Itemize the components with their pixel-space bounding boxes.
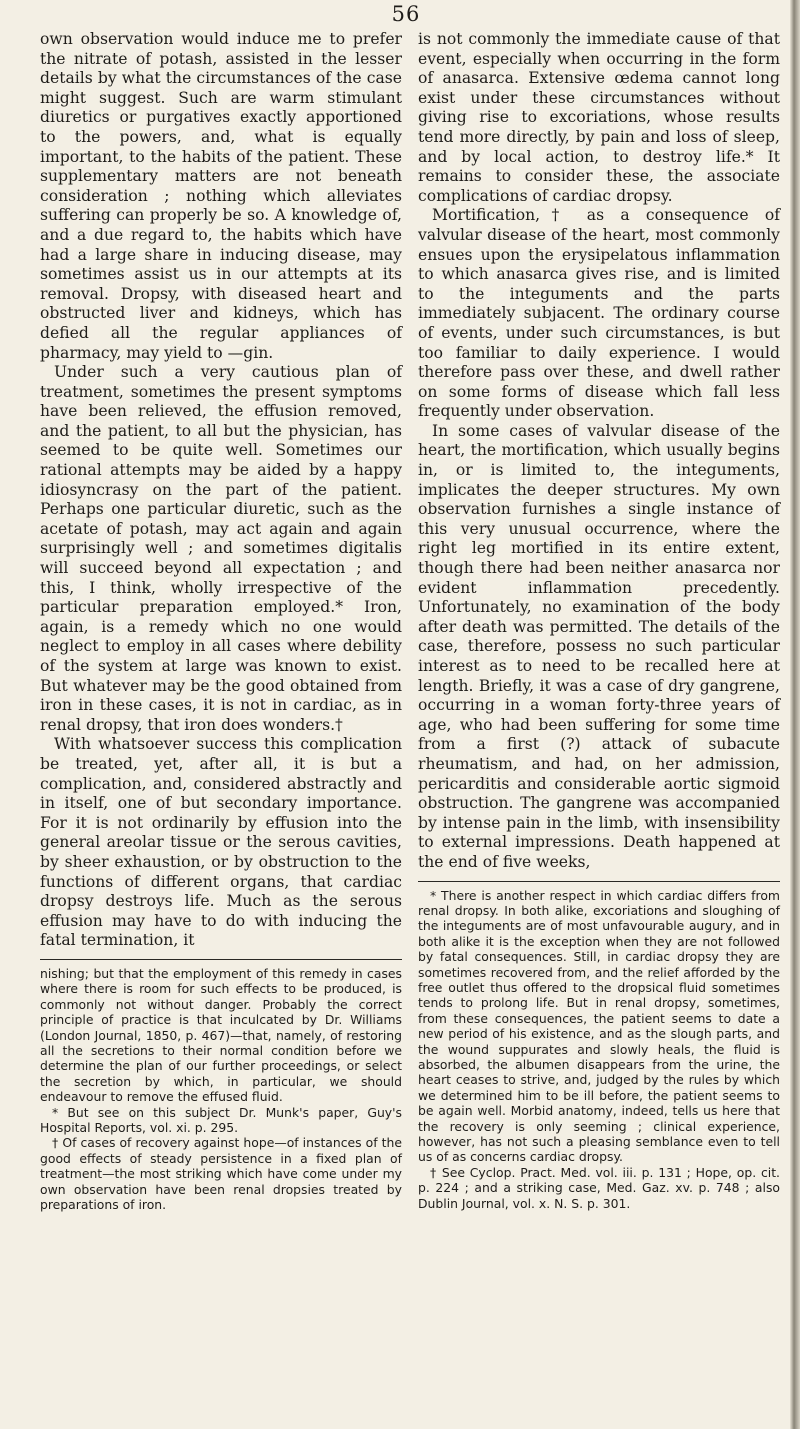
body-paragraph: Mortification,† as a consequence of valvular disease of the heart, most commonly ensues upon the erysipelatous inflammation to which anasarca gives rise, and is limited to the integuments and the parts immediately subjacent. The ordinary course of events, under such circumstances, is but too familiar to daily experience. I would therefore pass over these, and dwell rather on some forms of disease which fall less frequently under observation. [418, 206, 780, 421]
right-footnotes [418, 888, 780, 1212]
right-column [418, 30, 780, 1211]
page-number: 56 [391, 2, 421, 26]
footnote-divider [40, 959, 402, 960]
page-edge-shadow [790, 0, 800, 1429]
body-paragraph: Under such a very cautious plan of treatment, sometimes the present symptoms have been relieved, the effusion removed, and the patient, to all but the physician, has seemed to be quite well. Sometimes our rational attempts may be aided by a happy idiosyncrasy on the part of the patient. Perhaps one particular diuretic, such as the acetate of potash, may act again and again surprisingly well ; and sometimes digitalis will succeed beyond all expectation ; and this, I think, wholly irrespective of the particular preparation employed.* Iron, again, is a remedy which no one would neglect to employ in all cases where debility of the system at large was known to exist. But whatever may be the good obtained from iron in these cases, it is not in cardiac, as in renal dropsy, that iron does wonders.† [40, 363, 402, 734]
body-paragraph: own observation would induce me to prefer the nitrate of potash, assisted in the lesser details by what the circumstances of the case might suggest. Such are warm stimulant diuretics or purgatives exactly apportioned to the powers, and, what is equally important, to the habits of the patient. These supplementary matters are not beneath consideration ; nothing which alleviates suffering can properly be so. A knowledge of, and a due regard to, the habits which have had a large share in inducing disease, may sometimes assist us in our attempts at its removal. Dropsy, with diseased heart and obstructed liver and kidneys, which has defied all the regular appliances of pharmacy, may yield to —gin. [40, 30, 402, 362]
footnote: † See Cyclop. Pract. Med. vol. iii. p. 131 ; Hope, op. cit. p. 224 ; and a striking case, Med. Gaz. xv. p. 748 ; also Dublin Journal, vol. x. N. S. p. 301. [418, 1164, 780, 1211]
body-paragraph: In some cases of valvular disease of the heart, the mortification, which usually begins in, or is limited to, the integuments, implicates the deeper structures. My own observation furnishes a single instance of this very unusual occurrence, where the right leg mortified in its entire extent, though there had been neither anasarca nor evident inflammation precedently. Unfortunately, no examination of the body after death was permitted. The details of the case, therefore, possess no such particular interest as to need to be recalled here at length. Briefly, it was a case of dry gangrene, occurring in a woman forty-three years of age, who had been suffering for some time from a first (?) attack of subacute rheumatism, and had, on her admission, pericarditis and considerable aortic sigmoid obstruction. The gangrene was accompanied by intense pain in the limb, with insensibility to external impressions. Death happened at the end of five weeks, [418, 421, 780, 871]
body-paragraph: is not commonly the immediate cause of that event, especially when occurring in the form of anasarca. Extensive œdema cannot long exist under these circumstances without giving rise to excoriations, whose results tend more directly, by pain and loss of sleep, and by local action, to destroy life.* It remains to consider these, the associate complications of cardiac dropsy. [418, 30, 780, 205]
body-paragraph: With whatsoever success this complication be treated, yet, after all, it is but a complication, and, considered abstractly and in itself, one of but secondary importance. For it is not ordinarily by effusion into the general areolar tissue or the serous cavities, by sheer exhaustion, or by obstruction to the functions of different organs, that cardiac dropsy destroys life. Much as the serous effusion may have to do with inducing the fatal termination, it [40, 735, 402, 950]
footnote: * There is another respect in which cardiac differs from renal dropsy. In both alike, excoriations and sloughing of the integuments are of most unfavourable augury, and in both alike it is the exception when they are not followed by fatal consequences. Still, in cardiac dropsy they are sometimes recovered from, and the relief afforded by the free outlet thus offered to the dropsical fluid sometimes tends to prolong life. But in renal dropsy, sometimes, from these consequences, the patient seems to date a new period of his existence, and as the slough parts, and the wound suppurates and slowly heals, the fluid is absorbed, the albumen disappears from the urine, the heart ceases to strive, and, judged by the rules by which we determined him to be ill before, the patient seems to be again well. Morbid anatomy, indeed, tells us here that the recovery is only seeming ; clinical experience, however, has not such a pleasing semblance even to tell us of as concerns cardiac dropsy. [418, 887, 780, 1165]
left-column [40, 30, 402, 1212]
footnote: † Of cases of recovery against hope—of instances of the good effects of steady persistence in a fixed plan of treatment—the most striking which have come under my own observation have been renal dropsies treated by preparations of iron. [40, 1135, 402, 1212]
footnote: nishing; but that the employment of this remedy in cases where there is room for such effects to be produced, is commonly not without danger. Probably the correct principle of practice is that inculcated by Dr. Williams (London Journal, 1850, p. 467)—that, namely, of restoring all the secretions to their normal condition before we determine the plan of our further proceedings, or select the secretion by which, in particular, we should endeavour to remove the effused fluid. [40, 965, 402, 1105]
left-footnotes [40, 966, 402, 1213]
footnote: * But see on this subject Dr. Munk's paper, Guy's Hospital Reports, vol. xi. p. 295. [40, 1104, 402, 1135]
footnote-divider [418, 881, 780, 882]
